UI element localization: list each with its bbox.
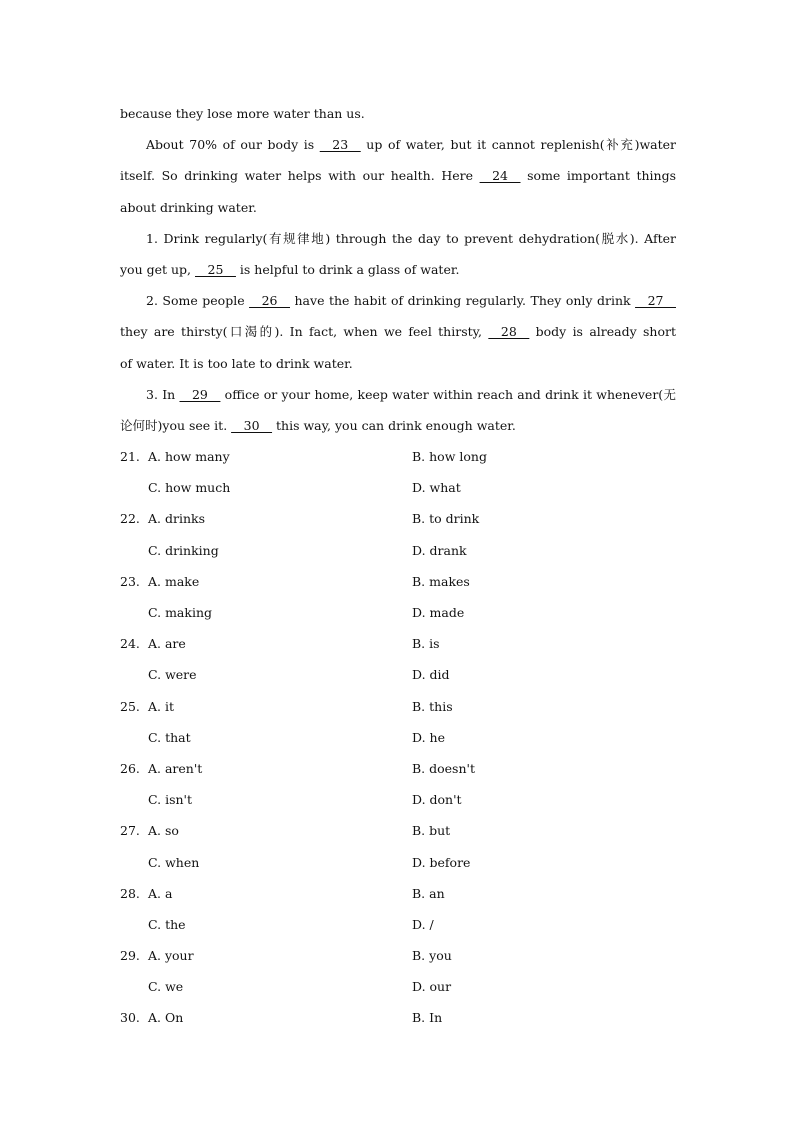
option-d: D. our (412, 979, 452, 995)
text-segment: About 70% of our body is (146, 137, 320, 153)
question-28 (120, 878, 676, 940)
question-number: 26. (120, 760, 140, 776)
option-a: A. so (148, 823, 179, 839)
question-number: 30. (120, 1010, 140, 1026)
option-b: B. doesn't (412, 760, 475, 776)
option-d: D. made (412, 605, 465, 620)
question-29 (120, 940, 676, 1002)
paragraph-5-line-2 (120, 410, 676, 441)
option-d: D. he (412, 729, 445, 745)
blank-27: __27__ (635, 293, 676, 309)
option-c: C. when (148, 854, 200, 870)
question-row (120, 441, 676, 472)
option-b: B. is (412, 636, 440, 652)
blank-30: __30__ (231, 417, 273, 433)
question-number: 28. (120, 885, 140, 901)
text-segment: 论何时)you see it. (120, 417, 232, 433)
option-b: B. In (412, 1010, 443, 1026)
question-21 (120, 441, 676, 503)
text-segment: some important things (520, 168, 676, 184)
paragraph-4-line-2 (120, 316, 676, 347)
option-b: B. to drink (412, 511, 480, 527)
blank-25: __25__ (195, 261, 236, 277)
blank-29: __29__ (179, 386, 221, 402)
passage-line-1: because they lose more water than us. (120, 106, 365, 121)
question-30 (120, 1002, 676, 1033)
option-d: D. don't (412, 792, 462, 808)
text-segment: 3. In (146, 386, 180, 402)
paragraph-2-line-3: about drinking water. (120, 199, 257, 215)
text-segment: 2. Some people (146, 293, 250, 309)
option-a: A. are (148, 636, 186, 652)
question-number: 21. (120, 449, 140, 465)
question-row (120, 940, 676, 971)
question-row (120, 597, 676, 628)
question-23 (120, 566, 676, 628)
question-row (120, 971, 676, 1002)
paragraph-5-line-1 (120, 379, 676, 410)
text-segment: up of water, but it cannot replenish(补充)water (360, 137, 676, 153)
paragraph-2-line-2 (120, 160, 676, 191)
question-row (120, 535, 676, 566)
question-row (120, 878, 676, 909)
paragraph-2-line-1 (120, 129, 676, 160)
blank-23: __23__ (319, 137, 361, 153)
option-c: C. the (148, 916, 186, 932)
option-d: D. drank (412, 542, 467, 558)
blank-26: __26__ (249, 293, 290, 309)
question-27 (120, 815, 676, 877)
question-row (120, 628, 676, 659)
text-segment: you get up, (120, 261, 196, 277)
text-segment: have the habit of drinking regularly. They only drink (290, 293, 636, 309)
question-row (120, 659, 676, 690)
option-c: C. drinking (148, 542, 219, 558)
option-b: B. makes (412, 573, 470, 589)
option-a: A. drinks (148, 511, 205, 527)
text-segment: this way, you can drink enough water. (272, 417, 516, 433)
option-b: B. an (412, 885, 445, 901)
option-a: A. a (148, 885, 173, 901)
blank-24: __24__ (479, 168, 521, 184)
option-c: C. we (148, 979, 184, 995)
option-b: B. this (412, 698, 453, 714)
question-row (120, 909, 676, 940)
option-c: C. that (148, 729, 191, 745)
option-c: C. isn't (148, 792, 192, 808)
question-number: 22. (120, 511, 140, 527)
question-row (120, 566, 676, 597)
question-row (120, 691, 676, 722)
question-number: 29. (120, 948, 140, 964)
question-row (120, 722, 676, 753)
question-row (120, 1002, 676, 1033)
option-c: C. making (148, 605, 212, 620)
question-row (120, 503, 676, 534)
paragraph-4-line-1 (120, 285, 676, 316)
text-segment: they are thirsty(口渴的). In fact, when we feel thirsty, (120, 324, 489, 340)
paragraph-3-line-2 (120, 254, 676, 285)
option-d: D. did (412, 667, 450, 683)
option-a: A. make (148, 573, 200, 589)
question-row (120, 472, 676, 503)
option-b: B. but (412, 823, 451, 839)
option-d: D. / (412, 916, 434, 932)
paragraph-3-line-1: 1. Drink regularly(有规律地) through the day to prevent dehydration(脱水). After (146, 230, 676, 246)
option-c: C. were (148, 667, 197, 683)
question-25 (120, 691, 676, 753)
option-a: A. it (148, 698, 174, 714)
option-b: B. you (412, 948, 452, 964)
question-number: 27. (120, 823, 140, 839)
question-number: 23. (120, 573, 140, 589)
option-a: A. aren't (148, 760, 203, 776)
paragraph-4-line-3: of water. It is too late to drink water. (120, 355, 353, 371)
option-a: A. On (148, 1010, 184, 1026)
text-segment: office or your home, keep water within reach and drink it whenever(无 (220, 386, 676, 402)
option-d: D. what (412, 480, 461, 496)
question-24 (120, 628, 676, 690)
option-a: A. how many (148, 449, 230, 465)
option-a: A. your (148, 948, 194, 964)
option-d: D. before (412, 854, 471, 870)
question-number: 24. (120, 636, 140, 652)
question-row (120, 815, 676, 846)
text-segment: itself. So drinking water helps with our health. Here (120, 168, 480, 184)
text-segment: is helpful to drink a glass of water. (235, 261, 460, 277)
question-row (120, 847, 676, 878)
question-row (120, 784, 676, 815)
option-b: B. how long (412, 449, 487, 465)
question-row (120, 753, 676, 784)
option-c: C. how much (148, 480, 231, 496)
blank-28: __28__ (488, 324, 530, 340)
question-22 (120, 503, 676, 565)
question-number: 25. (120, 698, 140, 714)
text-segment: body is already short (529, 324, 676, 340)
question-26 (120, 753, 676, 815)
document-page (120, 98, 676, 1034)
